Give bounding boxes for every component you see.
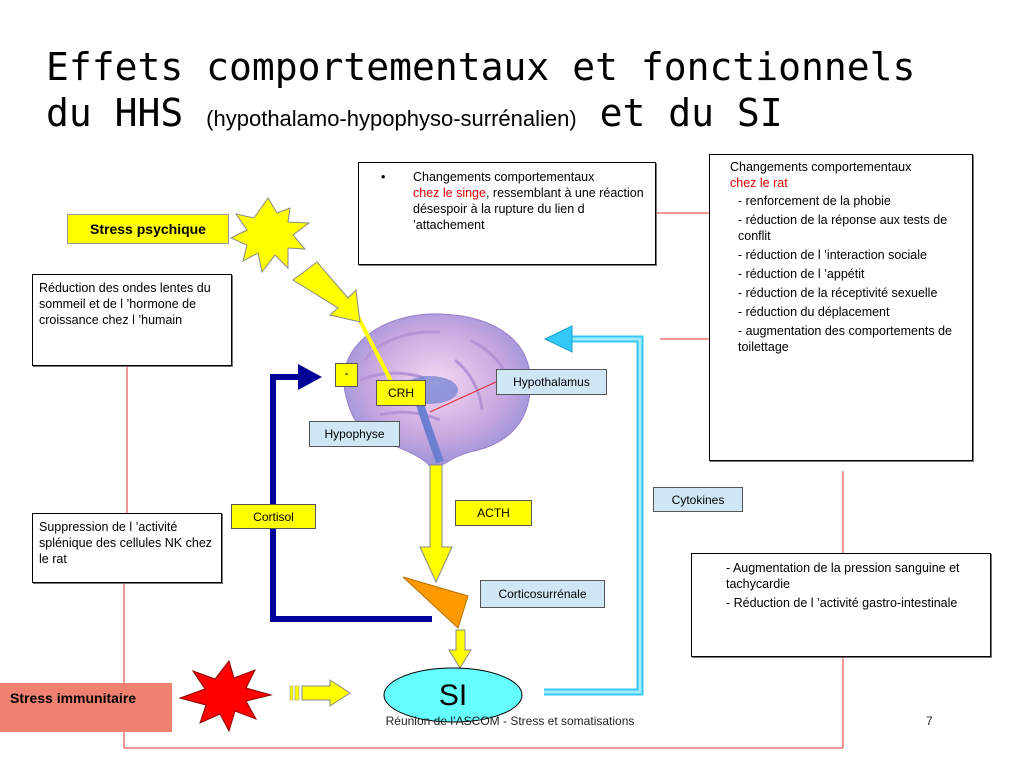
gland-to-si-arrow — [449, 630, 471, 668]
minus-label: - — [335, 363, 358, 387]
page-title — [46, 44, 1006, 142]
rat-heading: Changements comportementaux — [730, 160, 912, 174]
stress-immunitaire-label: Stress immunitaire — [0, 683, 172, 732]
yellow-starburst-icon — [231, 198, 309, 272]
rat-item-7: - augmentation des comportements de toilettage — [738, 324, 953, 354]
rat-item-4: - réduction de l ’appétit — [738, 267, 865, 281]
pressure-item-2: - Réduction de l ’activité gastro-intestinale — [726, 596, 958, 610]
sleep-reduction-text: Réduction des ondes lentes du sommeil et de l ’hormone de croissance chez l ’humain — [39, 281, 211, 327]
title-hhs: du HHS — [46, 91, 184, 135]
pressure-item-1: - Augmentation de la pression sanguine et tachycardie — [726, 561, 960, 591]
cortisol-label: Cortisol — [231, 504, 316, 529]
hypothalamus-label: Hypothalamus — [496, 369, 607, 395]
monkey-behavior-item: • Changements comportementaux chez le singe, ressemblant à une réaction désespoir à la rupture du lien d ’attachement — [405, 169, 645, 233]
cytokines-arrowhead — [545, 326, 572, 352]
title-line-1: Effets comportementaux et fonctionnels — [46, 45, 916, 89]
cortisol-arrowhead — [298, 364, 322, 390]
stress-psychique-label: Stress psychique — [67, 214, 229, 244]
rat-item-5: - réduction de la réceptivité sexuelle — [738, 286, 938, 300]
red-starburst-icon — [180, 661, 271, 731]
stress-arrow — [293, 262, 360, 322]
rat-item-6: - réduction du déplacement — [738, 305, 890, 319]
rat-item-2: - réduction de la réponse aux tests de conflit — [738, 213, 948, 243]
cytokines-label: Cytokines — [653, 487, 743, 512]
monkey-behavior-box — [358, 162, 656, 265]
title-end: et du SI — [599, 91, 783, 135]
crh-label: CRH — [376, 380, 426, 406]
nk-suppression-box — [32, 513, 222, 583]
acth-label: ACTH — [455, 500, 532, 526]
hypophyse-label: Hypophyse — [309, 421, 400, 447]
slide-footer: Réunion de l’ASCOM - Stress et somatisations — [385, 714, 635, 728]
acth-arrow — [420, 465, 452, 582]
title-subtitle: (hypothalamo-hypophyso-surrénalien) — [206, 106, 577, 131]
rat-behavior-box — [709, 154, 973, 461]
nk-suppression-text: Suppression de l ’activité splénique des cellules NK chez le rat — [39, 520, 213, 566]
title-line-2 — [46, 90, 1006, 142]
si-label: SI — [438, 679, 468, 712]
monkey-behavior-list — [389, 169, 645, 233]
rat-item-1: - renforcement de la phobie — [738, 194, 891, 208]
corticosurrenale-label: Corticosurrénale — [480, 580, 605, 608]
blood-pressure-box — [691, 553, 991, 657]
page-number: 7 — [926, 714, 933, 728]
sleep-reduction-box — [32, 274, 232, 366]
rat-item-3: - réduction de l ’interaction sociale — [738, 248, 927, 262]
immune-arrow — [290, 680, 350, 706]
monkey-species-red: chez le singe — [413, 186, 486, 200]
rat-species-red: chez le rat — [730, 176, 788, 190]
